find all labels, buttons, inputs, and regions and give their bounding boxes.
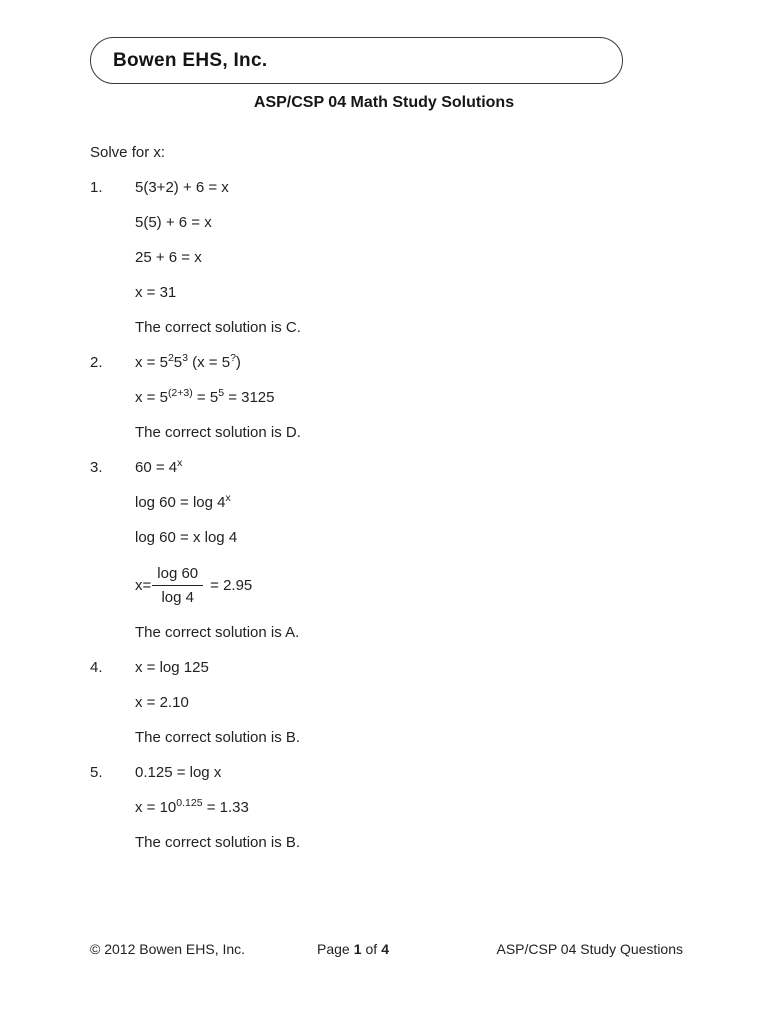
equation-segment: x = 5 xyxy=(135,389,168,406)
superscript: 0.125 xyxy=(176,797,203,809)
equation-segment: = 5 xyxy=(192,389,219,406)
superscript: 2 xyxy=(167,352,174,364)
equation-segment: = 2.95 xyxy=(210,576,253,594)
equation-line xyxy=(135,380,683,415)
footer-total-pages: 4 xyxy=(381,941,389,957)
equation-line: 5(3+2) + 6 = x xyxy=(135,179,229,196)
equation-segment: (x = 5 xyxy=(187,354,231,371)
problem-number: 2. xyxy=(90,354,103,371)
superscript: ? xyxy=(230,352,236,364)
equation-segment: x= xyxy=(135,576,152,594)
equation-segment: 60 = 4 xyxy=(135,459,178,476)
equation-segment: log 60 = log 4 xyxy=(135,494,226,511)
equation-segment: x = 10 xyxy=(135,799,177,816)
equation-segment: ) xyxy=(235,354,241,371)
equation-line: x = 2.10 xyxy=(135,694,189,711)
document-body xyxy=(90,135,683,860)
equation-line xyxy=(135,485,683,520)
superscript: (2+3) xyxy=(167,387,193,399)
equation-line xyxy=(135,450,683,485)
answer-line: The correct solution is D. xyxy=(135,424,301,441)
document-title: ASP/CSP 04 Math Study Solutions xyxy=(253,94,515,111)
answer-line: The correct solution is A. xyxy=(135,624,300,641)
equation-fraction-line xyxy=(135,555,683,615)
problem-number: 4. xyxy=(90,659,103,676)
answer-line: The correct solution is C. xyxy=(135,319,301,336)
problem-number: 5. xyxy=(90,764,103,781)
equation-segment: = 1.33 xyxy=(202,799,249,816)
fraction xyxy=(152,565,203,606)
equation-segment: 5 xyxy=(173,354,183,371)
company-logo-text: Bowen EHS, Inc. xyxy=(113,49,268,71)
superscript: 3 xyxy=(182,352,188,364)
equation-line: log 60 = x log 4 xyxy=(135,529,238,546)
problem-4 xyxy=(90,650,683,755)
footer-of-word: of xyxy=(365,941,378,957)
problem-number: 3. xyxy=(90,459,103,476)
page-footer xyxy=(0,941,768,961)
problem-number: 1. xyxy=(90,179,103,196)
footer-page-word: Page xyxy=(317,941,350,957)
footer-page-indicator xyxy=(317,941,389,957)
intro-text: Solve for x: xyxy=(90,144,166,161)
superscript: 5 xyxy=(218,387,225,399)
fraction-numerator: log 60 xyxy=(152,565,203,586)
problem-3 xyxy=(90,450,683,650)
equation-line: 25 + 6 = x xyxy=(135,249,202,266)
equation-line xyxy=(135,345,683,380)
equation-segment: = 3125 xyxy=(224,389,275,406)
answer-line: The correct solution is B. xyxy=(135,729,301,746)
problem-2 xyxy=(90,345,683,450)
equation-line: x = 31 xyxy=(135,284,177,301)
fraction-denominator: log 4 xyxy=(161,588,194,606)
equation-line xyxy=(135,790,683,825)
answer-line: The correct solution is B. xyxy=(135,834,301,851)
company-logo-box xyxy=(90,37,623,84)
footer-copyright: © 2012 Bowen EHS, Inc. xyxy=(90,941,246,957)
equation-line: 5(5) + 6 = x xyxy=(135,214,212,231)
superscript: x xyxy=(225,492,231,504)
superscript: x xyxy=(177,457,183,469)
equation-line: 0.125 = log x xyxy=(135,764,222,781)
footer-page-number: 1 xyxy=(353,941,362,957)
equation-segment: x = 5 xyxy=(135,354,168,371)
problem-1 xyxy=(90,170,683,345)
footer-document-name: ASP/CSP 04 Study Questions xyxy=(496,941,683,957)
problem-5 xyxy=(90,755,683,860)
equation-line: x = log 125 xyxy=(135,659,209,676)
